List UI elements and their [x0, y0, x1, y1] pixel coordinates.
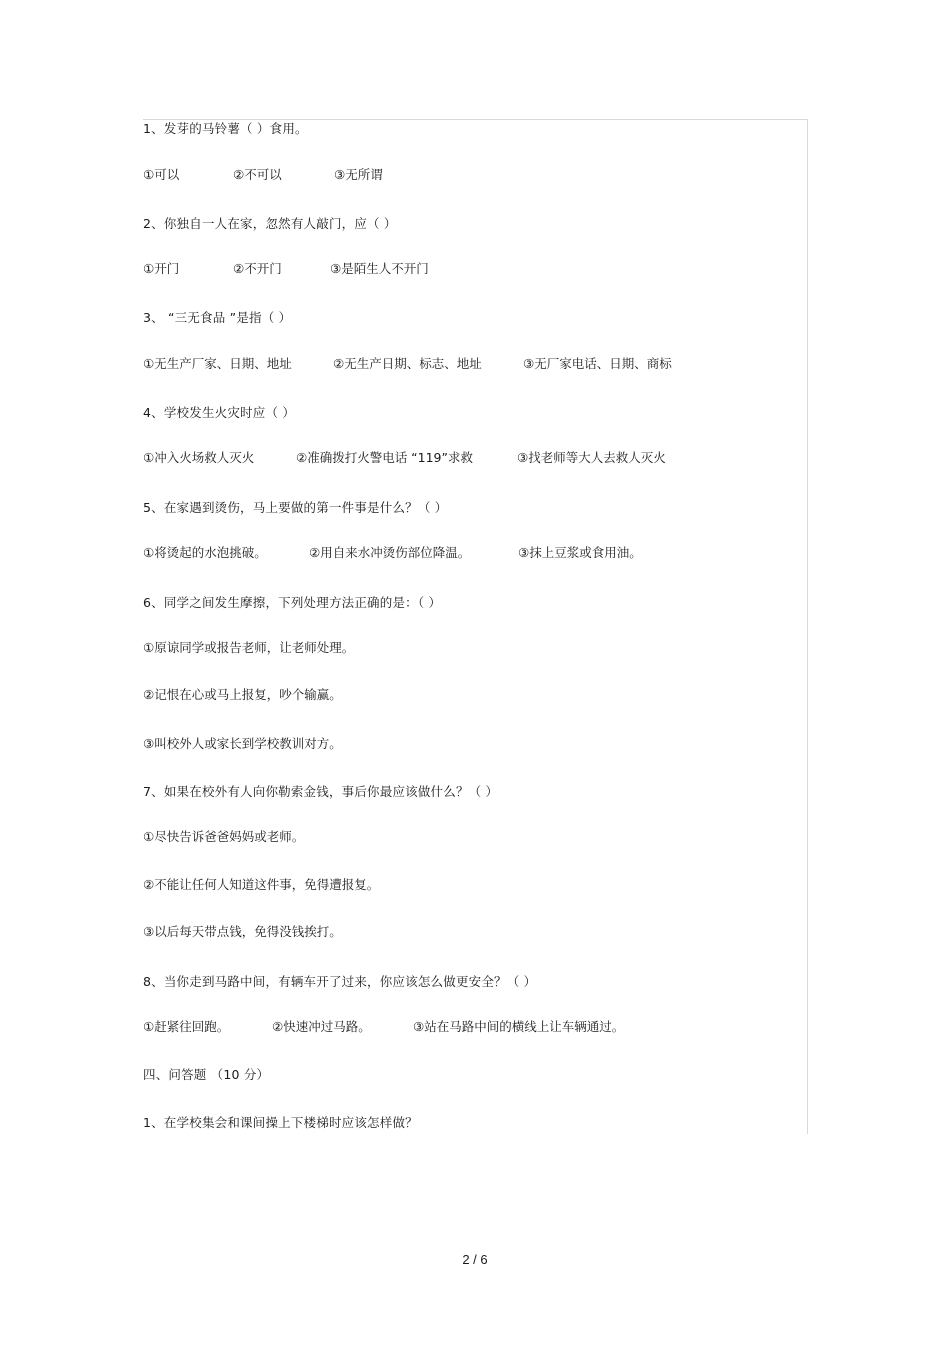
- question-4-option-1: ①冲入火场救人灭火: [143, 450, 255, 465]
- question-5-option-3: ③抹上豆浆或食用油。: [518, 545, 642, 560]
- question-2-stem: 2、你独自一人在家，忽然有人敲门，应（ ）: [143, 216, 397, 231]
- question-6-stem: 6、同学之间发生摩擦，下列处理方法正确的是：（ ）: [143, 595, 442, 610]
- question-8-stem: 8、当你走到马路中间，有辆车开了过来，你应该怎么做更安全？（ ）: [143, 974, 537, 989]
- question-5-option-2: ②用自来水冲烫伤部位降温。: [309, 545, 471, 560]
- section-4-question-1: 1、在学校集会和课间操上下楼梯时应该怎样做？: [143, 1115, 418, 1130]
- question-6-option-1: ①原谅同学或报告老师，让老师处理。: [143, 640, 355, 655]
- question-3-option-2: ②无生产日期、标志、地址: [333, 356, 482, 371]
- page-number: 2 / 6: [462, 1252, 488, 1267]
- question-7-stem: 7、如果在校外有人向你勒索金钱，事后你最应该做什么？（ ）: [143, 784, 499, 799]
- question-4-option-3: ③找老师等大人去救人灭火: [517, 450, 666, 465]
- question-7-option-3: ③以后每天带点钱，免得没钱挨打。: [143, 924, 342, 939]
- question-7-option-2: ②不能让任何人知道这件事，免得遭报复。: [143, 877, 380, 892]
- question-1-option-3: ③无所谓: [334, 167, 383, 182]
- question-5-stem: 5、在家遇到烫伤，马上要做的第一件事是什么？（ ）: [143, 500, 448, 515]
- question-8-option-3: ③站在马路中间的横线上让车辆通过。: [413, 1019, 625, 1034]
- question-1-option-1: ①可以: [143, 167, 180, 182]
- question-2-option-2: ②不开门: [233, 261, 282, 276]
- question-3-stem: 3、 “三无食品 ”是指（ ）: [143, 310, 292, 325]
- question-5-option-1: ①将烫起的水泡挑破。: [143, 545, 267, 560]
- question-4-stem: 4、学校发生火灾时应（ ）: [143, 405, 296, 420]
- question-4-option-2: ②准确拨打火警电话 “119”求救: [296, 450, 473, 465]
- question-8-option-2: ②快速冲过马路。: [272, 1019, 371, 1034]
- question-2-option-1: ①开门: [143, 261, 180, 276]
- question-1-option-2: ②不可以: [233, 167, 282, 182]
- question-3-option-3: ③无厂家电话、日期、商标: [523, 356, 672, 371]
- question-2-option-3: ③是陌生人不开门: [330, 261, 429, 276]
- question-1-stem: 1、发芽的马铃薯（ ）食用。: [143, 121, 308, 136]
- question-8-option-1: ①赶紧往回跑。: [143, 1019, 230, 1034]
- question-3-option-1: ①无生产厂家、日期、地址: [143, 356, 292, 371]
- section-heading: 四、问答题 （10 分）: [143, 1067, 270, 1082]
- question-7-option-1: ①尽快告诉爸爸妈妈或老师。: [143, 829, 305, 844]
- question-6-option-3: ③叫校外人或家长到学校教训对方。: [143, 736, 342, 751]
- question-6-option-2: ②记恨在心或马上报复，吵个输赢。: [143, 687, 342, 702]
